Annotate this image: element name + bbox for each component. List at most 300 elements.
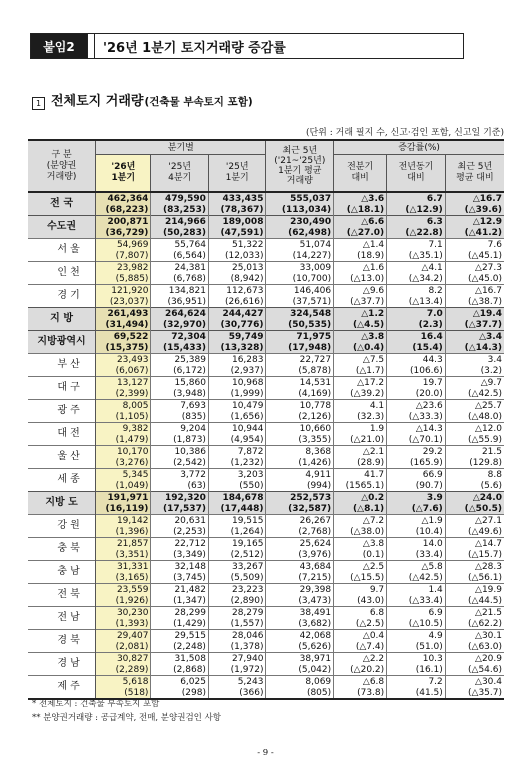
cell-value: 10,778 [266, 400, 334, 412]
cell-value: △12.9 [445, 216, 504, 228]
cell-presale-value: (5.6) [445, 480, 504, 492]
cell-value: △3.4 [445, 331, 504, 343]
region-name: 수도권 [28, 216, 96, 239]
cell-value: 19,165 [208, 538, 266, 550]
cell-presale-value: (106.6) [387, 365, 446, 377]
cell-value: 55,764 [151, 239, 209, 251]
cell-value: △1.4 [334, 239, 387, 251]
col-header-qoq: 전분기 대비 [334, 155, 387, 193]
cell-value: △2.2 [334, 653, 387, 665]
cell-value: 7.2 [387, 676, 446, 688]
cell-value: 7.0 [387, 308, 446, 320]
cell-value: 23,223 [208, 584, 266, 596]
cell-presale-value: (33.4) [387, 549, 446, 561]
col-header-25q1: '25년 1분기 [208, 155, 266, 193]
cell-value: 10,170 [96, 446, 151, 458]
cell-presale-value: (△63.0) [445, 641, 504, 653]
table-row [28, 365, 504, 377]
table-row [28, 572, 504, 584]
cell-presale-value: (3,276) [96, 457, 151, 469]
cell-presale-value: (36,951) [151, 296, 209, 308]
table-row [28, 216, 504, 228]
cell-value: △3.6 [334, 192, 387, 204]
table-row [28, 377, 504, 389]
avg5-header: 최근 5년 ('21~'25년) 1분기 평균 거래량 [266, 140, 334, 192]
cell-value: 15,860 [151, 377, 209, 389]
cell-value: △1.2 [334, 308, 387, 320]
cell-presale-value: (3,682) [266, 618, 334, 630]
cell-value: 25,013 [208, 262, 266, 274]
cell-presale-value: (△70.1) [387, 434, 446, 446]
section-title: 전체토지 거래량 [51, 94, 144, 109]
cell-presale-value: (1,378) [208, 641, 266, 653]
cell-presale-value: (1,972) [208, 664, 266, 676]
region-name: 충 남 [28, 561, 96, 584]
cell-presale-value: (△62.2) [445, 618, 504, 630]
cell-value: 28,279 [208, 607, 266, 619]
cell-value: △30.4 [445, 676, 504, 688]
cell-value: △9.7 [445, 377, 504, 389]
cell-presale-value: (1,999) [208, 388, 266, 400]
cell-presale-value: (3,165) [96, 572, 151, 584]
cell-presale-value: (83,253) [151, 204, 209, 216]
cell-presale-value: (△1.7) [334, 365, 387, 377]
cell-value: 33,009 [266, 262, 334, 274]
cell-presale-value: (113,034) [266, 204, 334, 216]
cell-presale-value: (4,169) [266, 388, 334, 400]
cell-value: △21.5 [445, 607, 504, 619]
cell-presale-value: (△33.4) [387, 595, 446, 607]
region-name: 경 북 [28, 630, 96, 653]
appendix-tag: 붙임2 [31, 34, 87, 58]
cell-presale-value: (△45.0) [445, 273, 504, 285]
table-row [28, 342, 504, 354]
cell-presale-value: (15,433) [151, 342, 209, 354]
cell-presale-value: (1,393) [96, 618, 151, 630]
cell-presale-value: (1,926) [96, 595, 151, 607]
table-row [28, 595, 504, 607]
cell-value: △23.6 [387, 400, 446, 412]
cell-value: 28,046 [208, 630, 266, 642]
region-name: 경 남 [28, 653, 96, 676]
cell-presale-value: (3,349) [151, 549, 209, 561]
cell-presale-value: (14,227) [266, 250, 334, 262]
cell-value: 24,381 [151, 262, 209, 274]
cell-presale-value: (3,948) [151, 388, 209, 400]
cell-presale-value: (7,807) [96, 250, 151, 262]
cell-value: 191,971 [96, 492, 151, 504]
cell-presale-value: (5,509) [208, 572, 266, 584]
cell-value: △12.0 [445, 423, 504, 435]
cell-value: 28,299 [151, 607, 209, 619]
cell-presale-value: (6,067) [96, 365, 151, 377]
cell-value: △1.6 [334, 262, 387, 274]
cell-value: 244,427 [208, 308, 266, 320]
cell-presale-value: (△18.1) [334, 204, 387, 216]
cell-presale-value: (43.0) [334, 595, 387, 607]
cell-presale-value: (△34.2) [387, 273, 446, 285]
cell-presale-value: (4,954) [208, 434, 266, 446]
cell-presale-value: (△41.2) [445, 227, 504, 239]
table-row [28, 538, 504, 550]
table-row [28, 411, 504, 423]
cell-value: 214,966 [151, 216, 209, 228]
cell-value: 7.1 [387, 239, 446, 251]
region-name: 충 북 [28, 538, 96, 561]
cell-value: △16.7 [445, 285, 504, 297]
cell-presale-value: (37,571) [266, 296, 334, 308]
cell-presale-value: (1,264) [208, 526, 266, 538]
table-row [28, 296, 504, 308]
cell-value: 7.6 [445, 239, 504, 251]
cell-presale-value: (518) [96, 687, 151, 699]
rates-header: 증감률(%) [334, 140, 504, 155]
cell-value: 146,406 [266, 285, 334, 297]
section-heading [32, 90, 253, 109]
cell-presale-value: (△4.5) [334, 319, 387, 331]
cell-presale-value: (1,105) [96, 411, 151, 423]
cell-presale-value: (32.3) [334, 411, 387, 423]
cell-presale-value: (2,512) [208, 549, 266, 561]
table-row [28, 492, 504, 504]
cell-value: △3.8 [334, 538, 387, 550]
cell-presale-value: (2,890) [208, 595, 266, 607]
cell-presale-value: (5,626) [266, 641, 334, 653]
cell-presale-value: (△27.0) [334, 227, 387, 239]
cell-value: 16,283 [208, 354, 266, 366]
cell-presale-value: (51.0) [387, 641, 446, 653]
cell-value: 5,345 [96, 469, 151, 481]
region-name: 서 울 [28, 239, 96, 262]
cell-value: 51,074 [266, 239, 334, 251]
region-name: 광 주 [28, 400, 96, 423]
cell-value: 71,975 [266, 331, 334, 343]
col-header-26q1: '26년 1분기 [96, 155, 151, 193]
cell-value: △16.7 [445, 192, 504, 204]
cell-presale-value: (1565.1) [334, 480, 387, 492]
cell-presale-value: (△21.0) [334, 434, 387, 446]
cell-value: 264,624 [151, 308, 209, 320]
cell-value: 22,712 [151, 538, 209, 550]
cell-presale-value: (△7.4) [334, 641, 387, 653]
cell-value: 555,037 [266, 192, 334, 204]
cell-presale-value: (2,081) [96, 641, 151, 653]
table-row [28, 480, 504, 492]
cell-value: △0.4 [334, 630, 387, 642]
cell-presale-value: (68,223) [96, 204, 151, 216]
cell-presale-value: (△20.2) [334, 664, 387, 676]
cell-value: 6,025 [151, 676, 209, 688]
cell-presale-value: (2,253) [151, 526, 209, 538]
cell-presale-value: (△12.9) [387, 204, 446, 216]
table-row [28, 239, 504, 251]
cell-value: 134,821 [151, 285, 209, 297]
cell-presale-value: (△35.1) [387, 250, 446, 262]
cell-presale-value: (0.1) [334, 549, 387, 561]
cell-presale-value: (△39.2) [334, 388, 387, 400]
cell-presale-value: (6,564) [151, 250, 209, 262]
appendix-title: '26년 1분기 토지거래량 증감률 [103, 40, 286, 56]
cell-presale-value: (△35.7) [445, 687, 504, 699]
cell-presale-value: (△7.6) [387, 503, 446, 515]
table-row [28, 457, 504, 469]
cell-value: 10,479 [208, 400, 266, 412]
table-row [28, 664, 504, 676]
cell-presale-value: (32,970) [151, 319, 209, 331]
cell-value: 252,573 [266, 492, 334, 504]
cell-presale-value: (3,745) [151, 572, 209, 584]
cell-presale-value: (12,033) [208, 250, 266, 262]
table-row [28, 618, 504, 630]
cell-value: 10,660 [266, 423, 334, 435]
cell-value: 8.8 [445, 469, 504, 481]
table-row [28, 423, 504, 435]
cell-value: 22,727 [266, 354, 334, 366]
cell-presale-value: (78,367) [208, 204, 266, 216]
cell-presale-value: (△15.5) [334, 572, 387, 584]
cell-presale-value: (△0.4) [334, 342, 387, 354]
cell-value: 54,969 [96, 239, 151, 251]
cell-presale-value: (△56.1) [445, 572, 504, 584]
cell-presale-value: (2,768) [266, 526, 334, 538]
cell-value: 200,871 [96, 216, 151, 228]
cell-presale-value: (△50.5) [445, 503, 504, 515]
region-name: 부 산 [28, 354, 96, 377]
cell-presale-value: (△14.3) [445, 342, 504, 354]
table-row [28, 446, 504, 458]
footnote-presale: ** 분양권거래량 : 공급계약, 전매, 분양권검인 사항 [32, 713, 221, 723]
cell-presale-value: (△38.0) [334, 526, 387, 538]
cell-presale-value: (6,768) [151, 273, 209, 285]
cell-value: 112,673 [208, 285, 266, 297]
cell-value: 4.1 [334, 400, 387, 412]
cell-value: 192,320 [151, 492, 209, 504]
cell-presale-value: (△45.1) [445, 250, 504, 262]
cell-presale-value: (8,942) [208, 273, 266, 285]
cell-value: 10,944 [208, 423, 266, 435]
cell-value: 19,515 [208, 515, 266, 527]
cell-presale-value: (835) [151, 411, 209, 423]
cell-presale-value: (50,535) [266, 319, 334, 331]
cell-value: 25,624 [266, 538, 334, 550]
cell-presale-value: (5,042) [266, 664, 334, 676]
cell-presale-value: (63) [151, 480, 209, 492]
cell-value: 6.9 [387, 607, 446, 619]
cell-presale-value: (7,215) [266, 572, 334, 584]
cell-value: 13,127 [96, 377, 151, 389]
cell-value: 6.8 [334, 607, 387, 619]
region-name: 전 남 [28, 607, 96, 630]
region-name: 지방광역시 [28, 331, 96, 354]
appendix-header [30, 33, 464, 59]
table-row [28, 515, 504, 527]
cell-value: 5,243 [208, 676, 266, 688]
cell-value: 29,515 [151, 630, 209, 642]
cell-presale-value: (△22.8) [387, 227, 446, 239]
cell-value: △20.9 [445, 653, 504, 665]
cell-presale-value: (△42.5) [445, 388, 504, 400]
cell-value: △6.6 [334, 216, 387, 228]
cell-value: 25,389 [151, 354, 209, 366]
cell-value: 10,386 [151, 446, 209, 458]
cell-presale-value: (1,426) [266, 457, 334, 469]
cell-presale-value: (3,976) [266, 549, 334, 561]
cell-presale-value: (1,873) [151, 434, 209, 446]
cell-value: 21,482 [151, 584, 209, 596]
region-name: 지 방 [28, 308, 96, 331]
cell-presale-value: (△15.7) [445, 549, 504, 561]
cell-presale-value: (1,347) [151, 595, 209, 607]
cell-value: 10,968 [208, 377, 266, 389]
table-row [28, 434, 504, 446]
cell-presale-value: (△37.7) [445, 319, 504, 331]
cell-value: 8,368 [266, 446, 334, 458]
table-row [28, 192, 504, 204]
cell-value: △9.6 [334, 285, 387, 297]
cell-value: 184,678 [208, 492, 266, 504]
cell-value: △1.9 [387, 515, 446, 527]
cell-value: △24.0 [445, 492, 504, 504]
cell-presale-value: (2,248) [151, 641, 209, 653]
cell-value: 8.2 [387, 285, 446, 297]
table-row [28, 549, 504, 561]
cell-presale-value: (13,328) [208, 342, 266, 354]
cell-presale-value: (1,429) [151, 618, 209, 630]
cell-value: 479,590 [151, 192, 209, 204]
table-row [28, 331, 504, 343]
table-row [28, 319, 504, 331]
cell-value: △2.5 [334, 561, 387, 573]
cell-presale-value: (△13.4) [387, 296, 446, 308]
cell-value: 38,491 [266, 607, 334, 619]
cell-presale-value: (17,537) [151, 503, 209, 515]
cell-presale-value: (2.3) [387, 319, 446, 331]
cell-value: 31,508 [151, 653, 209, 665]
table-row [28, 630, 504, 642]
cell-value: △14.7 [445, 538, 504, 550]
table-row [28, 653, 504, 665]
cell-presale-value: (2,399) [96, 388, 151, 400]
cell-value: 189,008 [208, 216, 266, 228]
cell-presale-value: (2,937) [208, 365, 266, 377]
cell-presale-value: (1,232) [208, 457, 266, 469]
section-marker: 1 [32, 97, 45, 110]
cell-presale-value: (△10.5) [387, 618, 446, 630]
cell-value: 14.0 [387, 538, 446, 550]
cell-value: △28.3 [445, 561, 504, 573]
cell-value: 41.7 [334, 469, 387, 481]
table-row [28, 561, 504, 573]
cell-value: 9,382 [96, 423, 151, 435]
cell-value: 23,982 [96, 262, 151, 274]
cell-value: 1.9 [334, 423, 387, 435]
cell-value: 31,331 [96, 561, 151, 573]
cell-value: △0.2 [334, 492, 387, 504]
cell-value: 21.5 [445, 446, 504, 458]
cell-value: 29.2 [387, 446, 446, 458]
cell-presale-value: (550) [208, 480, 266, 492]
cell-presale-value: (28.9) [334, 457, 387, 469]
cell-value: 38,971 [266, 653, 334, 665]
region-name: 인 천 [28, 262, 96, 285]
table-row [28, 273, 504, 285]
cell-presale-value: (△8.1) [334, 503, 387, 515]
cell-value: 324,548 [266, 308, 334, 320]
section-subtitle: (건축물 부속토지 포함) [144, 96, 253, 108]
region-header: 구 분 (분양권 거래량) [28, 140, 96, 192]
cell-value: 16.4 [387, 331, 446, 343]
table-row [28, 676, 504, 688]
cell-presale-value: (2,542) [151, 457, 209, 469]
cell-value: 3,203 [208, 469, 266, 481]
table-row [28, 308, 504, 320]
cell-value: 27,940 [208, 653, 266, 665]
cell-presale-value: (3,473) [266, 595, 334, 607]
cell-presale-value: (△49.6) [445, 526, 504, 538]
cell-presale-value: (2,289) [96, 664, 151, 676]
table-row [28, 584, 504, 596]
cell-value: △27.1 [445, 515, 504, 527]
cell-value: △19.9 [445, 584, 504, 596]
page-number: - 9 - [257, 748, 274, 758]
region-name: 울 산 [28, 446, 96, 469]
cell-presale-value: (50,283) [151, 227, 209, 239]
cell-presale-value: (805) [266, 687, 334, 699]
region-name: 강 원 [28, 515, 96, 538]
cell-presale-value: (1,479) [96, 434, 151, 446]
cell-value: △19.4 [445, 308, 504, 320]
cell-value: 4,911 [266, 469, 334, 481]
region-name: 전 국 [28, 192, 96, 216]
cell-presale-value: (△39.6) [445, 204, 504, 216]
cell-presale-value: (23,037) [96, 296, 151, 308]
cell-value: 1.4 [387, 584, 446, 596]
cell-value: 4.9 [387, 630, 446, 642]
table-row [28, 526, 504, 538]
table-row [28, 641, 504, 653]
table-row [28, 469, 504, 481]
cell-presale-value: (26,616) [208, 296, 266, 308]
cell-value: 19,142 [96, 515, 151, 527]
cell-value: 30,230 [96, 607, 151, 619]
cell-value: 44.3 [387, 354, 446, 366]
cell-presale-value: (2,868) [151, 664, 209, 676]
cell-value: 8,069 [266, 676, 334, 688]
table-row [28, 262, 504, 274]
cell-presale-value: (10.4) [387, 526, 446, 538]
cell-presale-value: (△33.3) [387, 411, 446, 423]
cell-presale-value: (32,587) [266, 503, 334, 515]
region-name: 세 종 [28, 469, 96, 492]
cell-value: △25.7 [445, 400, 504, 412]
cell-presale-value: (1,049) [96, 480, 151, 492]
table-row [28, 204, 504, 216]
cell-value: 3.4 [445, 354, 504, 366]
table-row [28, 400, 504, 412]
col-header-yoy: 전년동기 대비 [387, 155, 446, 193]
cell-presale-value: (15.4) [387, 342, 446, 354]
cell-value: △30.1 [445, 630, 504, 642]
cell-value: 66.9 [387, 469, 446, 481]
cell-value: 5,618 [96, 676, 151, 688]
region-name: 대 전 [28, 423, 96, 446]
cell-presale-value: (1,656) [208, 411, 266, 423]
cell-value: △3.8 [334, 331, 387, 343]
cell-presale-value: (41.5) [387, 687, 446, 699]
cell-value: 462,364 [96, 192, 151, 204]
cell-presale-value: (366) [208, 687, 266, 699]
cell-value: 33,267 [208, 561, 266, 573]
